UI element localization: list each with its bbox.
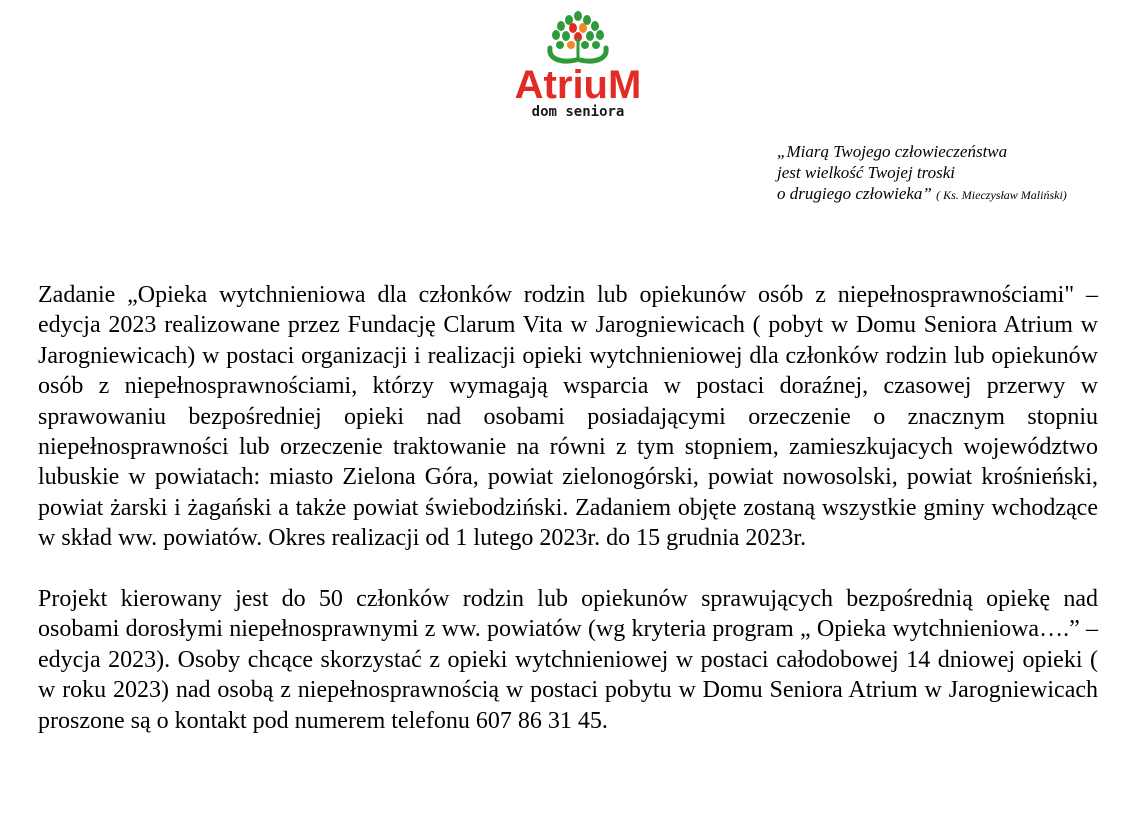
paragraph-task-description: Zadanie „Opieka wytchnieniowa dla członków rodzin lub opiekunów osób z niepełnosprawnościami" – edycja 2023 realizowane przez Fundację Clarum Vita w Jarogniewicach ( pobyt w Domu Seniora Atrium w Jarogniewicach) w postaci organizacji i realizacji opieki wytchnieniowej dla członków rodzin lub opiekunów osób z niepełnosprawnościami, którzy wymagają wsparcia w postaci doraźnej, czasowej przerwy w sprawowaniu bezpośredniej opieki nad osobami posiadającymi orzeczenie o znacznym stopniu niepełnosprawności lub orzeczenie traktowanie na równi z tym stopniem, zamieszkujacych województwo lubuskie w powiatach: miasto Zielona Góra, powiat zielonogórski, powiat nowosolski, powiat krośnieński, powiat żarski i żagański a także powiat świebodziński. Zadaniem objęte zostaną wszystkie gminy wchodzące w skład ww. powiatów. Okres realizacji od 1 lutego 2023r. do 15 grudnia 2023r. — [38, 282, 1098, 552]
main-text — [38, 280, 1098, 736]
logo-brand-text: AtriuM — [514, 63, 642, 107]
quote-line-1: „Miarą Twojego człowieczeństwa — [777, 142, 1008, 161]
quote-author: ( Ks. Mieczysław Maliński) — [936, 188, 1067, 202]
paragraph-project-target: Projekt kierowany jest do 50 członków rodzin lub opiekunów sprawujących bezpośrednią opiekę nad osobami dorosłymi niepełnosprawnymi z ww. powiatów (wg kryteria program „ Opieka wytchnieniowa….” – edycja 2023). Osoby chcące skorzystać z opieki wytchnieniowej w postaci całodobowej 14 dniowej opieki ( w roku 2023) nad osobą z niepełnosprawnością w postaci pobytu w Domu Seniora Atrium w Jarogniewicach proszone są o kontakt pod numerem telefonu 607 86 31 45. — [38, 586, 1098, 734]
logo-tagline-text: dom seniora — [531, 104, 625, 120]
logo-graphic — [508, 8, 648, 120]
right-hand-icon — [580, 48, 606, 61]
quote-line-3: o drugiego człowieka” — [777, 184, 932, 203]
quote-line-2: jest wielkość Twojej troski — [777, 163, 956, 182]
atrium-logo — [508, 8, 648, 120]
motto-quote — [777, 141, 1067, 204]
left-hand-icon — [550, 48, 576, 61]
